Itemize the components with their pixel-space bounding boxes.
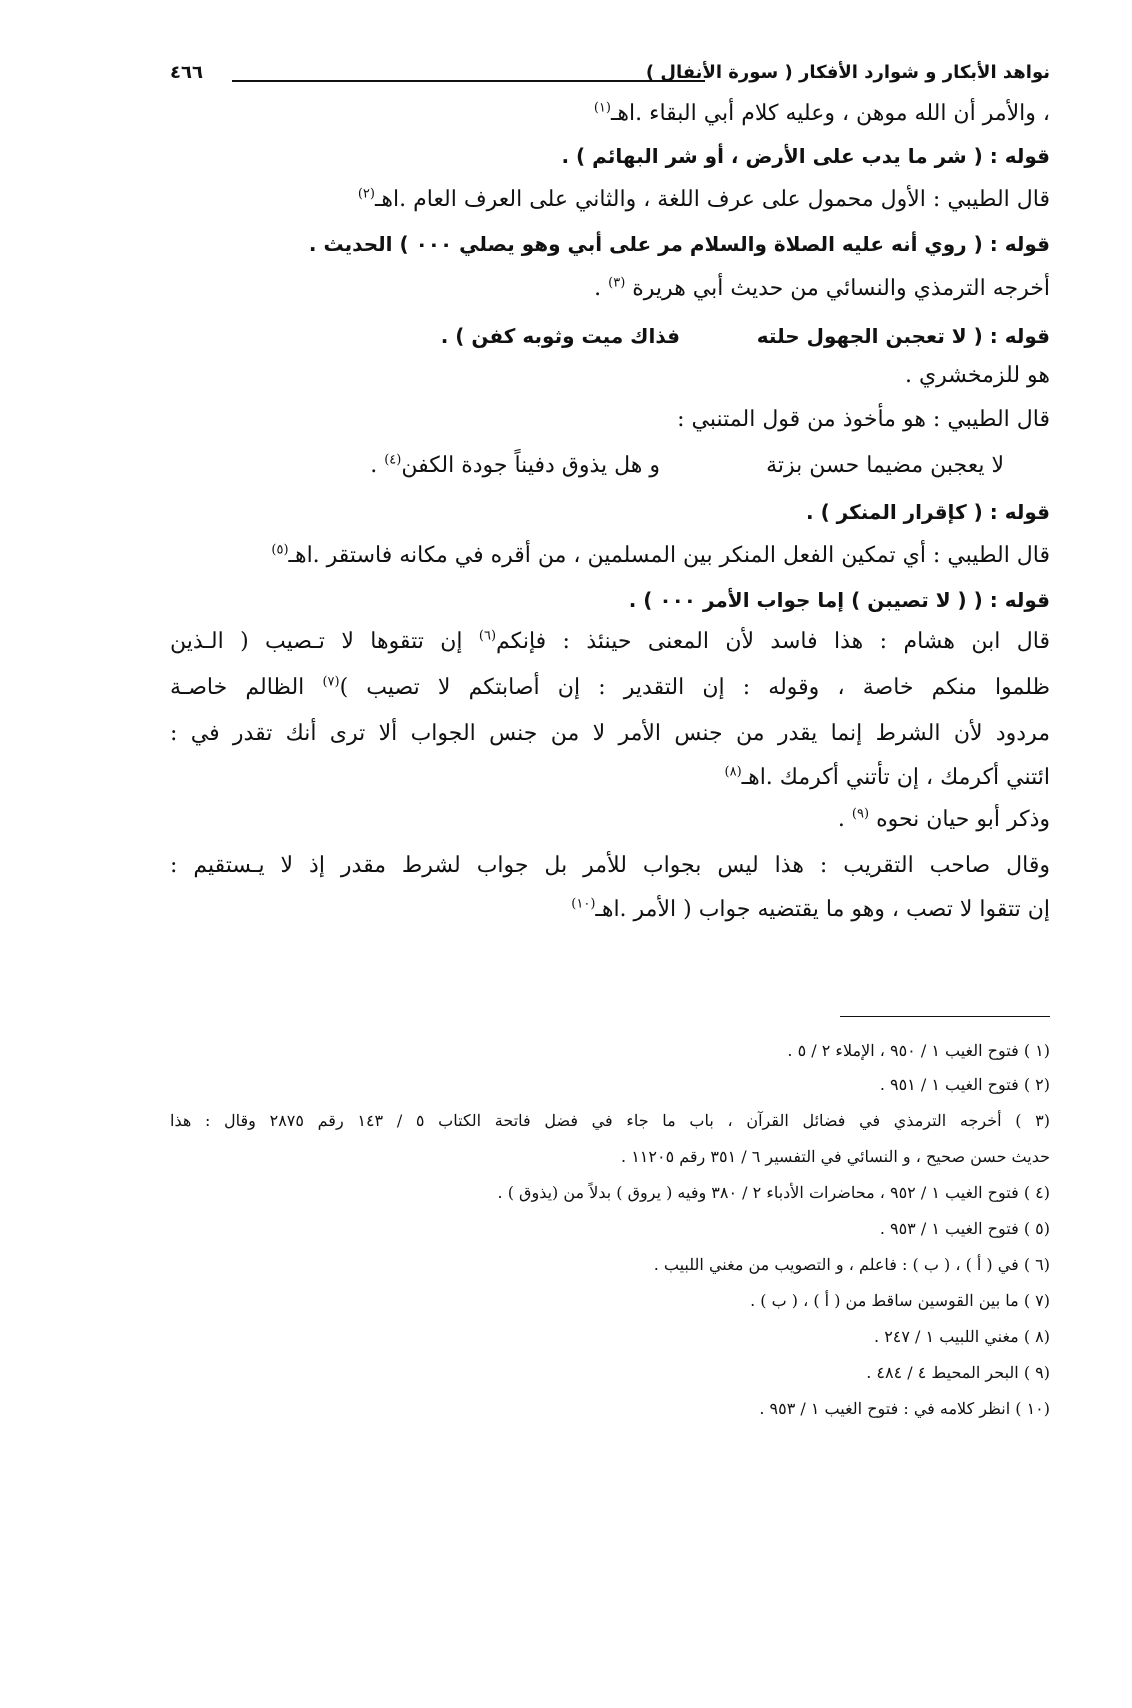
header-rule: [232, 80, 705, 82]
footnote-ref: (٨): [724, 764, 742, 780]
verse-hemistich-2: و هل يذوق دفيناً جودة الكفن$^{(٤)}$ .: [370, 452, 660, 478]
footnote: (٣ ) أخرجه الترمذي في فضائل القرآن ، باب ما جاء في فضل فاتحة الكتاب ٥ / ١٤٣ رقم ٢٨٧٥ وقال : هذا: [170, 1111, 1051, 1130]
footnote-ref: (١): [593, 100, 611, 116]
text-line: قال الطيبي : الأول محمول على عرف اللغة ، والثاني على العرف العام .اهـ$^{(٢)}$: [357, 186, 1050, 212]
footnote-ref: (١٠): [571, 896, 596, 912]
qowl-heading: قوله : ( كإقرار المنكر ) .: [806, 500, 1050, 524]
qowl-heading: قوله : ( ( لا تصيبن ) إما جواب الأمر ٠٠٠ ) .: [628, 588, 1050, 612]
verse-hemistich-1: لا يعجبن مضيما حسن بزتة: [766, 453, 1004, 478]
footnote-ref: (٢): [357, 186, 375, 202]
footnote-separator: [840, 1016, 1050, 1017]
text-line: هو للزمخشري .: [904, 363, 1050, 388]
footnote-continuation: حديث حسن صحيح ، و النسائي في التفسير ٦ / ٣٥١ رقم ١١٢٠٥ .: [621, 1147, 1050, 1166]
text-line: مردود لأن الشرط إنما يقدر من جنس الأمر لا من جنس الجواب ألا ترى أنك تقدر في :: [170, 721, 1050, 746]
footnote-ref: (٩): [851, 806, 870, 822]
text-line: وقال صاحب التقريب : هذا ليس بجواب للأمر بل جواب لشرط مقدر إذ لا يـستقيم :: [170, 853, 1050, 878]
footnote: (٨ ) مغني اللبيب ١ / ٢٤٧ .: [874, 1327, 1050, 1346]
footnote: (٩ ) البحر المحيط ٤ / ٤٨٤ .: [866, 1363, 1050, 1382]
footnote: (١ ) فتوح الغيب ١ / ٩٥٠ ، الإملاء ٢ / ٥ .: [787, 1041, 1050, 1060]
text-line: قال ابن هشام : هذا فاسد لأن المعنى حينئذ : فإنكم$^{(٦)}$ إن تتقوها لا تـصيب ( الـذين: [170, 628, 1051, 654]
footnote-ref: (٥): [271, 542, 289, 558]
footnote: (٦ ) في ( أ ) ، ( ب ) : فاعلم ، و التصويب من مغني اللبيب .: [653, 1255, 1050, 1274]
footnote: (٥ ) فتوح الغيب ١ / ٩٥٣ .: [879, 1219, 1050, 1238]
footnote: (٧ ) ما بين القوسين ساقط من ( أ ) ، ( ب ) .: [750, 1291, 1050, 1310]
text-line: ، والأمر أن الله موهن ، وعليه كلام أبي البقاء .اهـ$^{(١)}$: [593, 100, 1050, 126]
footnote-ref: (٧): [322, 674, 340, 690]
qowl-heading: قوله : ( روي أنه عليه الصلاة والسلام مر على أبي وهو يصلي ٠٠٠ ) الحديث .: [308, 232, 1050, 256]
footnote: (٤ ) فتوح الغيب ١ / ٩٥٢ ، محاضرات الأدباء ٢ / ٣٨٠ وفيه ( يروق ) بدلاً من (يذوق ) .: [497, 1183, 1050, 1202]
text-line: أخرجه الترمذي والنسائي من حديث أبي هريرة $^{(٣)}$ .: [594, 275, 1050, 301]
book-page: نواهد الأبكار و شوارد الأفكار ( سورة الأنفال ) ٤٦٦ ، والأمر أن الله موهن ، وعليه كلام أبي البقاء .اهـ$^{(١)}$ قوله : ( شر ما يدب على الأرض ، أو شر البهائم ) . قال الطيبي : الأول محمول على عرف اللغة ، والثاني على العرف العام .اهـ$^{(٢)}$ قوله : ( روي أنه عليه الصلاة والسلام مر على أبي وهو يصلي ٠٠٠ ) الحديث . أخرجه الترمذي والنسائي من حديث أبي هريرة $^{(٣)}$ . قوله : ( لا تعجبن الجهول حلته فذاك ميت وثوبه كفن ) . هو للزمخشري . قال الطيبي : هو مأخوذ من قول المتنبي : لا يعجبن مضيما حسن بزتة و هل يذوق دفيناً جودة الكفن$^{(٤)}$ . قوله : ( كإقرار المنكر ) . قال الطيبي : أي تمكين الفعل المنكر بين المسلمين ، من أقره في مكانه فاستقر .اهـ$^{(٥)}$ قوله : ( ( لا تصيبن ) إما جواب الأمر ٠٠٠ ) . قال ابن هشام : هذا فاسد لأن المعنى حينئذ : فإنكم$^{(٦)}$ إن تتقوها لا تـصيب ( الـذين ظلموا منكم خاصة ، وقوله : إن التقدير : إن أصابتكم لا تصيب )$^{(٧)}$ الظالم خاصـة مردود لأن الشرط إنما يقدر من جنس الأمر لا من جنس الجواب ألا ترى أنك تقدر في : ائتني أكرمك ، إن تأتني أكرمك .اهـ$^{(٨)}$ وذكر أبو حيان نحوه $^{(٩)}$ . وقال صاحب التقريب : هذا ليس بجواب للأمر بل جواب لشرط مقدر إذ لا يـستقيم : إن تتقوا لا تصب ، وهو ما يقتضيه جواب ( الأمر .اهـ$^{(١٠)}$ (١ ) فتوح الغيب ١ / ٩٥٠ ، الإملاء ٢ / ٥ . (٢ ) فتوح الغيب ١ / ٩٥١ . (٣ ) أخرجه الترمذي في فضائل القرآن ، باب ما جاء في فضل فاتحة الكتاب ٥ / ١٤٣ رقم ٢٨٧٥ وقال : هذا حديث حسن صحيح ، و النسائي في التفسير ٦ / ٣٥١ رقم ١١٢٠٥ . (٤ ) فتوح الغيب ١ / ٩٥٢ ، محاضرات الأدباء ٢ / ٣٨٠ وفيه ( يروق ) بدلاً من (يذوق ) . (٥ ) فتوح الغيب ١ / ٩٥٣ . (٦ ) في ( أ ) ، ( ب ) : فاعلم ، و التصويب من مغني اللبيب . (٧ ) ما بين القوسين ساقط من ( أ ) ، ( ب ) . (٨ ) مغني اللبيب ١ / ٢٤٧ . (٩ ) البحر المحيط ٤ / ٤٨٤ . (١٠ ) انظر كلامه في : فتوح الغيب ١ / ٩٥٣ .: [0, 0, 1132, 1708]
text-line: إن تتقوا لا تصب ، وهو ما يقتضيه جواب ( الأمر .اهـ$^{(١٠)}$: [571, 896, 1050, 922]
footnote: (١٠ ) انظر كلامه في : فتوح الغيب ١ / ٩٥٣ .: [759, 1399, 1050, 1418]
page-number: ٤٦٦: [170, 62, 203, 83]
text-line: وذكر أبو حيان نحوه $^{(٩)}$ .: [837, 806, 1050, 832]
text-line: ائتني أكرمك ، إن تأتني أكرمك .اهـ$^{(٨)}$: [724, 764, 1050, 790]
running-title: نواهد الأبكار و شوارد الأفكار ( سورة الأنفال ): [645, 62, 1050, 83]
text-line: ظلموا منكم خاصة ، وقوله : إن التقدير : إن أصابتكم لا تصيب )$^{(٧)}$ الظالم خاصـة: [170, 674, 1050, 700]
text-line: قال الطيبي : هو مأخوذ من قول المتنبي :: [677, 407, 1050, 432]
text-line: قال الطيبي : أي تمكين الفعل المنكر بين المسلمين ، من أقره في مكانه فاستقر .اهـ$^{(٥)}$: [271, 542, 1050, 568]
footnote-ref: (٦): [478, 628, 497, 644]
page-header: [170, 62, 1050, 90]
footnote-ref: (٣): [608, 275, 626, 291]
footnote: (٢ ) فتوح الغيب ١ / ٩٥١ .: [879, 1075, 1050, 1094]
qowl-heading: قوله : ( شر ما يدب على الأرض ، أو شر البهائم ) .: [561, 144, 1050, 168]
footnote-ref: (٤): [384, 452, 402, 468]
